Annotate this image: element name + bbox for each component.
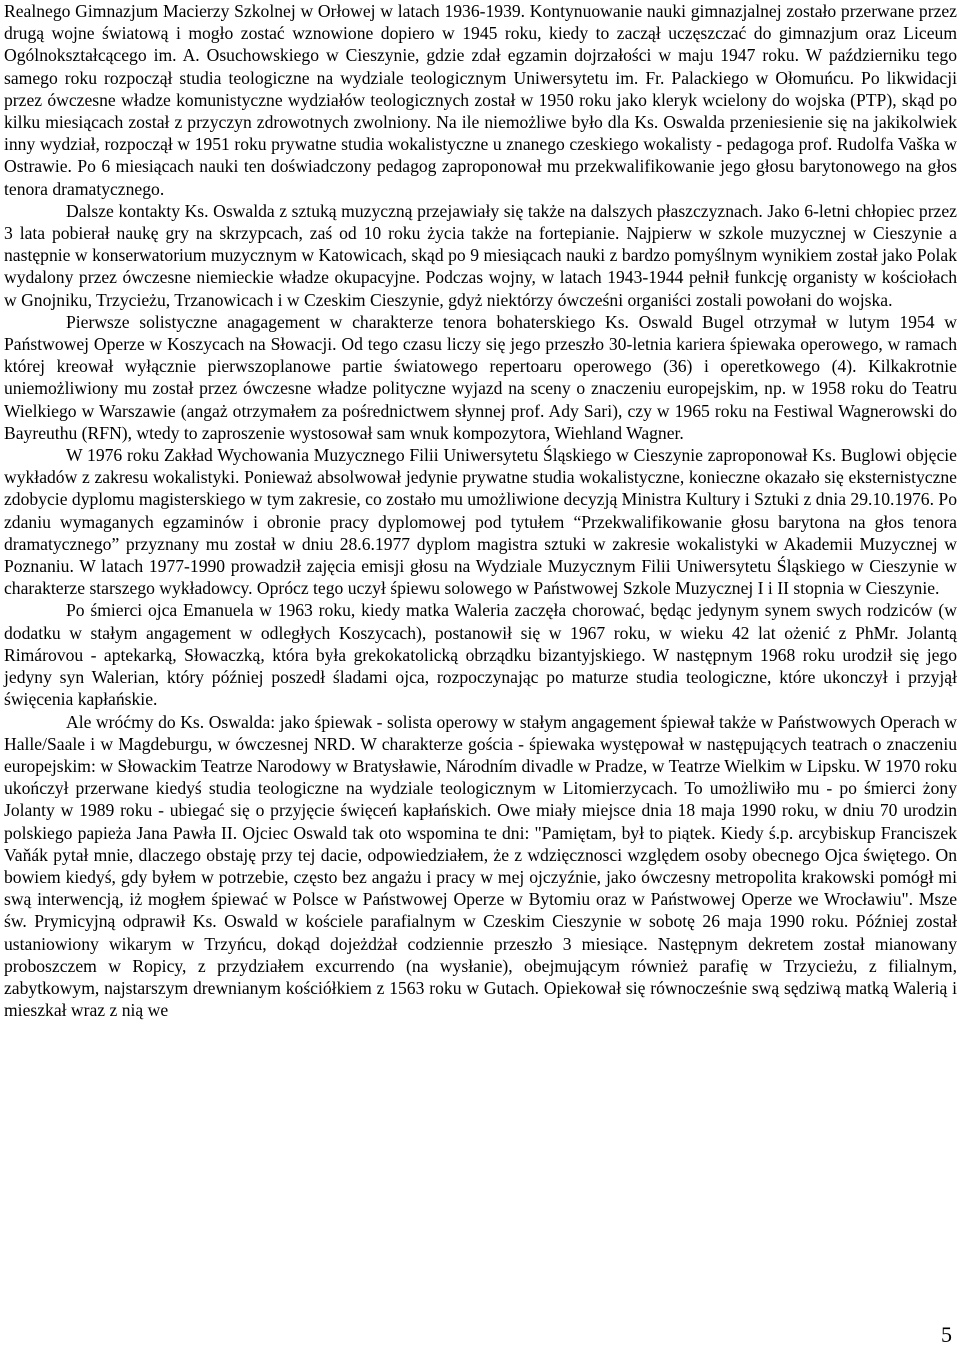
paragraph-opera-career: Pierwsze solistyczne anagagement w charakterze tenora bohaterskiego Ks. Oswald Bugel otrzymał w lutym 1954 w Państwowej Operze w Koszycach na Słowacji. Od tego czasu liczy się jego przeszło 30-letnia kariera śpiewaka operowego, w ramach której kreował wyłącznie pierwszoplanowe partie światowego repertoaru operowego (36) i operetkowego (4). Kilkakrotnie uniemożliwiony mu został przez ówczesne władze polityczne wyjazd na sceny o znaczeniu europejskim, np. w 1958 roku do Teatru Wielkiego w Warszawie (angaż otrzymałem za pośrednictwem słynnej prof. Ady Sari), czy w 1965 roku na Festiwal Wagnerowski do Bayreuthu (RFN), wtedy to zaproszenie wystosował sam wnuk kompozytora, Wiehland Wagner. bbox=[4, 311, 957, 443]
paragraph-priesthood: Ale wróćmy do Ks. Oswalda: jako śpiewak - solista operowy w stałym angagement śpiewał także w Państwowych Operach w Halle/Saale i w Magdeburgu, w ówczesnej NRD. W charakterze gościa - śpiewaka występował w następujących teatrach o znaczeniu europejskim: w Słowackim Teatrze Narodowy w Bratysławie, Národním divadle w Pradze, w Teatrze Wielkim w Lipsku. W 1970 roku ukończył przerwane kiedyś studia teologiczne na wydziale teologicznym w Litomierzycach. To umożliwiło mu - po śmierci żony Jolanty w 1989 roku - ubiegać się o przyjęcie święceń kapłańskich. Owe miały miejsce dnia 18 maja 1990 roku, w dniu 70 urodzin polskiego papieża Jana Pawła II. Ojciec Oswald tak oto wspomina te dni: "Pamiętam, był to piątek. Kiedy ś.p. arcybiskup Franciszek Vaňák pytał mnie, dlaczego obstaję przy tej dacie, odpowiedziałem, że z wdzięcznosci względem osoby obecnego Ojca świętego. On bowiem kiedyś, gdy byłem w potrzebie, często bez angażu i pracy w mej ojczyźnie, jako ówczesny metropolita krakowski pomógł mi swą interwencją, iż mogłem śpiewać w Polsce w Państwowej Operze w Bytomiu oraz w Państwowej Operze we Wrocławiu". Msze św. Prymicyjną odprawił Ks. Oswald w kościele parafialnym w Czeskim Cieszynie w sobotę 26 maja 1990 roku. Później został ustaniowiony wikarym w Trzyńcu, dokąd dojeżdżał codziennie przeszło 3 miesiące. Następnym dekretem został mianowany proboszczem w Ropicy, z przydziałem excurrendo (na wysłanie), obejmującym również parafię w Trzycieżu, z filialnym, zabytkowym, najstarszym drewnianym kościółkiem z 1563 roku w Gutach. Opiekował się równocześnie swą sędziwą matką Walerią i mieszkał wraz z nią we bbox=[4, 711, 957, 1021]
paragraph-family: Po śmierci ojca Emanuela w 1963 roku, kiedy matka Waleria zaczęła chorować, będąc jedynym synem swych rodziców (w dodatku w stałym angagement w odległych Koszycach), postanowił się w 1967 roku, w wieku 42 lat ożenić z PhMr. Jolantą Rimárovou - aptekarką, Słowaczką, która była grekokatolicką obrządku bizantyjskiego. W następnym 1968 roku urodził się jego jedyny syn Walerian, który później poszedł śladami ojca, rozpoczynając po maturze studia teologiczne, które ukonczył i przyjął święcenia kapłańskie. bbox=[4, 600, 957, 710]
page-number: 5 bbox=[941, 1322, 952, 1347]
paragraph-gymnasium-studies: Realnego Gimnazjum Macierzy Szkolnej w Orłowej w latach 1936-1939. Kontynuowanie nauki gimnazjalnej zostało przerwane przez drugą wojne światową i mogło zostać wznowione dopiero w 1945 roku, kiedy to zaczął uczęszczać do gimnazjum oraz Liceum Ogólnokształcącego im. A. Osuchowskiego w Cieszynie, gdzie zdał egzamin dojrzałości w maju 1947 roku. W październiku tego samego roku rozpoczął studia teologiczne na wydziale teologicznym Uniwersytetu im. Fr. Palackiego w Ołomuńcu. Po likwidacji przez ówczesne władze komunistyczne wydziałów teologicznych został w 1950 roku jako kleryk wcielony do wojska (PTP), skąd po kilku miesiącach został z przyczyn zdrowotnych zwolniony. Na ile niemożliwe było dla Ks. Oswalda przeniesienie się na jakikolwiek inny wydział, rozpoczął w 1951 roku prywatne studia wokalistyczne u znanego czeskiego wokalisty - pedagoga prof. Rudolfa Vaška w Ostrawie. Po 6 miesiącach nauki ten doświadczony pedagog zaproponował mu przekwalifikowanie jego głosu barytonowego na głos tenora dramatycznego. bbox=[4, 1, 957, 199]
paragraph-university-lectures: W 1976 roku Zakład Wychowania Muzycznego Filii Uniwersytetu Śląskiego w Cieszynie zaproponował Ks. Buglowi objęcie wykładów z zakresu wokalistyki. Ponieważ absolwował jedynie prywatne studia wokalistyczne, konieczne okazało się eksternistyczne zdobycie dyplomu magisterskiego w tym zakresie, co zostało mu umożliwione decyzją Ministra Kultury i Sztuki z dnia 29.10.1976. Po zdaniu wymaganych egzaminów i obronie pracy dyplomowej pod tytułem “Przekwalifikowanie głosu barytona na głos tenora dramatycznego” przyznany mu został w dniu 28.6.1977 dyplom magistra sztuki w zakresie wokalistyki w Akademii Muzycznej w Poznaniu. W latach 1977-1990 prowadził zajęcia emisji głosu na Wydziale Muzycznym Filii Uniwersytetu Śląskiego w Cieszynie w charakterze starszego wykładowcy. Oprócz tego uczył śpiewu solowego w Państwowej Szkole Muzycznej I i II stopnia w Cieszynie. bbox=[4, 445, 957, 599]
document-page bbox=[4, 0, 957, 1021]
paragraph-music-contacts: Dalsze kontakty Ks. Oswalda z sztuką muzyczną przejawiały się także na dalszych płaszczyznach. Jako 6-letni chłopiec przez 3 lata pobierał naukę gry na skrzypcach, zaś od 10 roku życia także na fortepianie. Najpierw w szkole muzycznej w Cieszynie a następnie w konserwatorium muzycznym w Katowicach, skąd po 9 miesiącach nauki z bardzo pomyślnym wynikiem został jako Polak wydalony przez ówczesne niemieckie władze okupacyjne. Podczas wojny, w latach 1943-1944 pełnił funkcję organisty w kościołach w Gnojniku, Trzycieżu, Trzanowicach i w Czeskim Cieszynie, gdyż niektórzy ówcześni organiści zostali powołani do wojska. bbox=[4, 200, 957, 310]
